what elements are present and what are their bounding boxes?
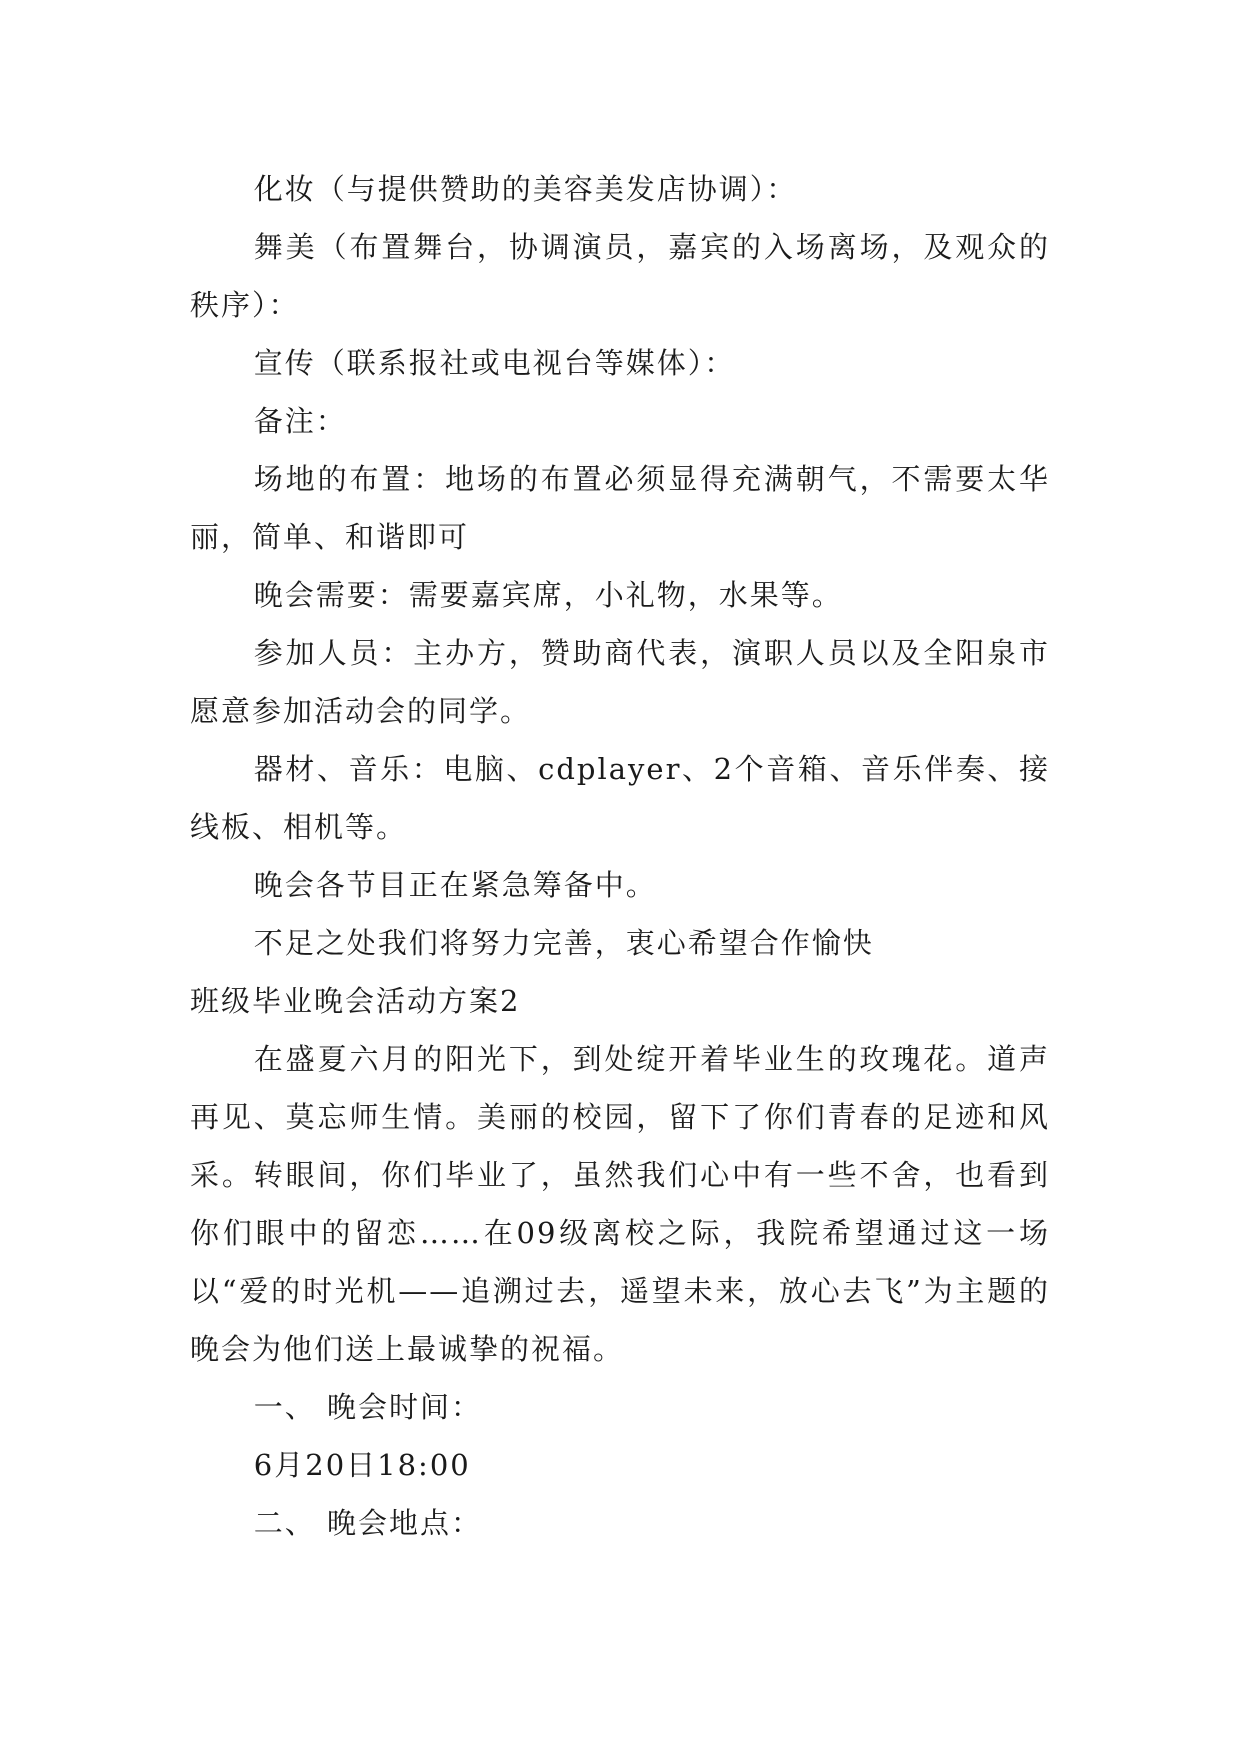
section-title: 班级毕业晚会活动方案2 (190, 984, 521, 1018)
heading-party-time: 一、 晚会时间： (253, 1390, 483, 1424)
paragraph-equipment: 器材、音乐：电脑、cdplayer、2个音箱、音乐伴奏、接线板、相机等。 (190, 752, 1050, 844)
heading-party-location: 二、 晚会地点： (253, 1506, 483, 1540)
paragraph-closing: 不足之处我们将努力完善，衷心希望合作愉快 (253, 926, 874, 960)
party-time-value: 6月20日18:00 (253, 1448, 471, 1482)
paragraph-programs: 晚会各节目正在紧急筹备中。 (253, 868, 657, 902)
document-body (190, 160, 1050, 1552)
paragraph-stage-design: 舞美（布置舞台，协调演员，嘉宾的入场离场，及观众的秩序）： (190, 230, 1050, 322)
paragraph-party-needs: 晚会需要：需要嘉宾席，小礼物，水果等。 (253, 578, 843, 612)
paragraph-publicity: 宣传（联系报社或电视台等媒体）： (253, 346, 736, 380)
paragraph-venue-setup: 场地的布置：地场的布置必须显得充满朝气，不需要太华丽，简单、和谐即可 (190, 462, 1050, 554)
paragraph-makeup: 化妆（与提供赞助的美容美发店协调）： (253, 172, 798, 206)
paragraph-intro: 在盛夏六月的阳光下，到处绽开着毕业生的玫瑰花。道声再见、莫忘师生情。美丽的校园，留下了你们青春的足迹和风采。转眼间，你们毕业了，虽然我们心中有一些不舍，也看到你们眼中的留恋……在09级离校之际，我院希望通过这一场以“爱的时光机——追溯过去，遥望未来，放心去飞”为主题的晚会为他们送上最诚挚的祝福。 (190, 1042, 1050, 1366)
paragraph-participants: 参加人员：主办方，赞助商代表，演职人员以及全阳泉市愿意参加活动会的同学。 (190, 636, 1050, 728)
paragraph-notes-label: 备注： (253, 404, 347, 438)
